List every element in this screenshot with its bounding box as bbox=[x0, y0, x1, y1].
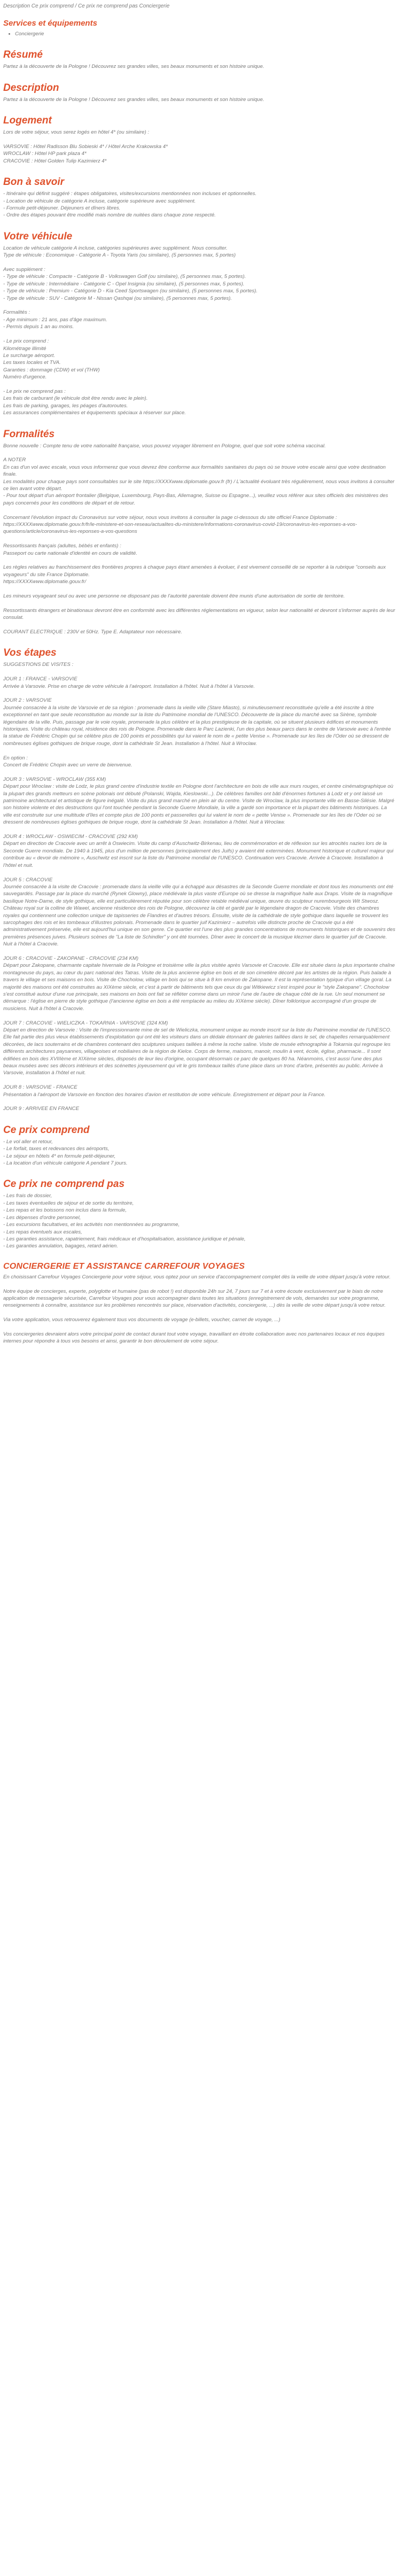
paragraph: En choisissant Carrefour Voyages Conciergerie pour votre séjour, vous optez pour un service d'accompagnement complet dès la veille de votre départ jusqu'à votre retour. bbox=[3, 1274, 391, 1280]
itinerary-day bbox=[3, 876, 395, 948]
itinerary-day-title: JOUR 3 : VARSOVIE - WROCLAW (355 KM) bbox=[3, 776, 106, 782]
resume-title: Résumé bbox=[3, 49, 43, 61]
text-line: Les frais de carburant (le véhicule doit être rendu avec le plein). bbox=[3, 395, 148, 402]
text-line: - Location de véhicule de catégorie A incluse, catégorie supérieure avec supplément. bbox=[3, 198, 196, 204]
paragraph: Vos conciergeries devraient alors votre principal point de contact durant tout votre voyage, travaillant en étroite collaboration avec nos partenaires locaux et nos équipes internes pour répondre à tous vos besoins et ainsi, garantir le bon déroulement de votre séjour. bbox=[3, 1331, 385, 1345]
text-line: - Les dépenses d'ordre personnel, bbox=[3, 1214, 81, 1221]
itinerary-option-line: En option : bbox=[3, 755, 28, 761]
text-line: - Type de véhicule : Premium - Catégorie D - Kia Ceed Sportswagen (ou similaire), (5 personnes max, 5 portes). bbox=[3, 288, 258, 294]
text-line bbox=[3, 331, 395, 338]
text-line: Garanties : dommage (CDW) et vol (THW) bbox=[3, 367, 100, 373]
page bbox=[0, 3, 399, 1345]
itinerary-option-line: Concert de Frédéric Chopin avec un verre de bienvenue. bbox=[3, 762, 133, 769]
text-line: Numéro d'urgence. bbox=[3, 374, 47, 381]
itinerary-day-text: Arrivée à Varsovie. Prise en charge de votre véhicule à l'aéroport. Installation à l'hôtel. Nuit à l'hôtel à Varsovie. bbox=[3, 683, 255, 689]
itinerary-day bbox=[3, 1084, 395, 1098]
text-line: - Les garanties annulation, bagages, retard aérien. bbox=[3, 1243, 118, 1250]
formalites-title: Formalités bbox=[3, 428, 55, 440]
top-breadcrumb: Description Ce prix comprend / Ce prix ne comprend pas Conciergerie bbox=[3, 3, 170, 9]
itinerary-day-text: Départ en direction de Varsovie : Visite de l'impressionnante mine de sel de Wieliczka, monument unique au monde inscrit sur la liste du Patrimoine mondial de l'UNESCO. Elle fait partie des plus vieux établissements d'exploitation qui ont été les visiteurs dans un dédale étonnant de galeries taillées dans le sel, de chapelles remarquablement décorées, de lacs souterrains et de chambres contenant des sculptures uniques taillées à même la roche saline. Visite de musée ethnographie à Tokarnia qui regroupe les différents architectures paysannes, villageoises et nobiliaires de la région de Kielce. Corps de ferme, maisons, manoir, moulin à vent, école, église, pharmacie... Il sont édifiées en bois des XVIIIème et XIXème siècles, disposés de leur lieu d'origine, occupant désormais ce parc de quelques 80 ha. Néanmoins, c'est aussi l'une des plus beaux musées avec ses décors intérieurs et des scénettes joyeusement qui vit le gris tombeaux taillés d'une place dans un tronc d'arbre, présentés au public. Arrivée à Varsovie, installation à l'hôtel et nuit. bbox=[3, 1027, 392, 1076]
text-line: Kilométrage illimité bbox=[3, 345, 46, 352]
itinerary-day-title: JOUR 1 : FRANCE - VARSOVIE bbox=[3, 676, 77, 682]
text-line: - Le prix ne comprend pas : bbox=[3, 388, 66, 394]
vehicule-block bbox=[3, 245, 395, 417]
itinerary-day-title: JOUR 8 : VARSOVIE - FRANCE bbox=[3, 1084, 77, 1091]
paragraph: Les règles relatives au franchissement des frontières propres à chaque pays étant amenées à évoluer, il est vivement conseillé de se reporter à la rubrique "conseils aux voyageurs" du site France Diplomatie. https://XXXXwww.diplomatie.gouv.fr/ bbox=[3, 564, 386, 585]
description-text: Partez à la découverte de la Pologne ! Découvrez ses grandes villes, ses beaux monuments et son histoire unique. bbox=[3, 96, 264, 103]
bon-a-savoir-block bbox=[3, 190, 395, 219]
text-line: - Type de véhicule : Compacte - Catégorie B - Volkswagen Golf (ou similaire), (5 personnes max, 5 portes). bbox=[3, 274, 246, 280]
text-line: - Type de véhicule : SUV - Catégorie M - Nissan Qashqai (ou similaire), (5 personnes max, 5 portes). bbox=[3, 295, 232, 301]
text-line: - Formule petit-déjeuner. Déjeuners et dîners libres. bbox=[3, 205, 121, 212]
text-line: Lors de votre séjour, vous serez logés en hôtel 4* (ou similaire) : bbox=[3, 129, 150, 136]
text-line bbox=[3, 302, 395, 309]
text-line bbox=[3, 136, 395, 143]
paragraph: Les mineurs voyageant seul ou avec une personne ne disposant pas de l'autorité parentale doivent être munis d'une autorisation de sortie de territoire. bbox=[3, 593, 345, 599]
paragraph: Notre équipe de concierges, experte, polyglotte et humaine (pas de robot !) est disponible 24h sur 24, 7 jours sur 7 et à votre écoute exclusivement par le biais de notre application de messagerie sécurisée, Carrefour Voyages pour vous accompagner dans toutes les situations (enregistrement de vols, demandes sur votre programme, renseignements à connaître, assistance sur les problèmes rencontrés sur place, réservation d'activités, conciergerie, ...) dès la veille de votre départ jusqu'à votre retour. bbox=[3, 1288, 386, 1309]
text-line: VARSOVIE : Hôtel Radisson Blu Sobieski 4* / Hôtel Arche Krakowska 4* bbox=[3, 144, 168, 150]
paragraph: Bonne nouvelle : Compte tenu de votre nationalité française, vous pouvez voyager librement en Pologne, quel que soit votre schéma vaccinal. bbox=[3, 443, 326, 449]
text-line: - La location d'un véhicule catégorie A pendant 7 jours. bbox=[3, 1160, 128, 1167]
text-line: - Le forfait, taxes et redevances des aéroports, bbox=[3, 1146, 110, 1152]
services-item: • Conciergerie bbox=[15, 30, 395, 37]
itinerary-day bbox=[3, 955, 395, 1012]
itinerary-day-title: JOUR 2 : VARSOVIE bbox=[3, 697, 52, 704]
paragraph: Ressortissants français (adultes, bébés et enfants) : Passeport ou carte nationale d'identité en cours de validité. bbox=[3, 543, 137, 556]
itinerary-day bbox=[3, 776, 395, 826]
comprend-block bbox=[3, 1138, 395, 1167]
resume-text: Partez à la découverte de la Pologne ! Découvrez ses grandes villes, ses beaux monuments et son histoire unique. bbox=[3, 64, 264, 70]
itinerary-day-title: JOUR 7 : CRACOVIE - WIELICZKA - TOKARNIA - VARSOVIE (324 KM) bbox=[3, 1020, 168, 1026]
itinerary-day-text: Présentation à l'aéroport de Varsovie en fonction des horaires d'avion et restitution de votre véhicule. Enregistrement et départ pour la France. bbox=[3, 1091, 326, 1098]
text-line: - Les frais de dossier, bbox=[3, 1193, 52, 1199]
comprend-title: Ce prix comprend bbox=[3, 1124, 90, 1136]
text-line: - Type de véhicule : Intermédiaire - Catégorie C - Opel Insignia (ou similaire), (5 personnes max, 5 portes). bbox=[3, 281, 245, 287]
text-line: Le surcharge aéroport. bbox=[3, 352, 56, 359]
itinerary-day-title: JOUR 5 : CRACOVIE bbox=[3, 876, 53, 883]
paragraph: COURANT ELECTRIQUE : 230V et 50Hz. Type E. Adaptateur non nécessaire. bbox=[3, 629, 182, 635]
text-line: - Itinéraire qui définit suggéré : étapes obligatoires, visites/excursions mentionnées non incluses et optionnelles. bbox=[3, 191, 257, 197]
itinerary-option bbox=[3, 755, 395, 769]
paragraph: Via votre application, vous retrouverez également tous vos documents de voyage (e-billets, voucher, carnet de voyage, ...) bbox=[3, 1317, 281, 1323]
description-title: Description bbox=[3, 82, 59, 94]
vehicule-title: Votre véhicule bbox=[3, 230, 73, 242]
logement-title: Logement bbox=[3, 115, 52, 127]
text-line: CRACOVIE : Hôtel Golden Tulip Kazimierz 4* bbox=[3, 158, 107, 164]
text-line: - Le prix comprend : bbox=[3, 338, 49, 345]
itinerary-day-title: JOUR 4 : WROCLAW - OSWIECIM - CRACOVIE (292 KM) bbox=[3, 834, 138, 840]
text-line: Les taxes locales et TVA. bbox=[3, 360, 61, 366]
itinerary-day-text: Journée consacrée à la visite de Varsovie et de sa région : promenade dans la vieille ville (Stare Miasto), si minutieusement reconstituée qu'elle a été inscrite à titre exceptionnel en tant que seule reconstitution au monde sur la liste du Patrimoine mondial de l'UNESCO. Découverte de la place du marché avec sa Sirène, symbole légendaire de la ville. Puis, passage par le voie royale, promenade la plus célèbre et la plus prestigieuse de la capitale, où se situent plusieurs édifices et monuments historiques. Visite du château royal, résidence des rois de Pologne. Promenade dans le Parc Lazienki, l'un des plus beaux parcs dans le centre de Varsovie avec à l'entrée la statue de Frédéric Chopin qui se célèbre plus de 100 points et possibilités qui lui vaient le nom de « petite Venise ». Promenade sur les îles de l'Oder où se dressent de nombreuses églises gothiques de brique rouge, dont la cathédrale St Jean. Installation à l'hôtel. Nuit à Wroclaw. bbox=[3, 704, 391, 747]
text-line: - Permis depuis 1 an au moins. bbox=[3, 324, 74, 330]
itinerary-day-title: JOUR 9 : ARRIVEE EN FRANCE bbox=[3, 1106, 79, 1112]
ne-comprend-title: Ce prix ne comprend pas bbox=[3, 1178, 125, 1190]
etapes-title: Vos étapes bbox=[3, 647, 57, 659]
conciergerie-title: CONCIERGERIE ET ASSISTANCE CARREFOUR VOYAGES bbox=[3, 1261, 245, 1271]
text-line: - Le séjour en hôtels 4* en formule petit-déjeuner, bbox=[3, 1153, 116, 1159]
paragraph: A NOTER En cas d'un vol avec escale, vous vous informerez que vous devrez être conforme aux formalités sanitaires du pays où se trouve votre escale ainsi que votre destination finale. Les modalités pour chaque pays sont consultables sur le site https://XXXXwww.diplomatie.gouv.fr (fr) / L'actualité évoluant très régulièrement, nous vous invitons à consulter ce lien avant votre départ. - Pour tout départ d'un aéroport frontalier (Belgique, Luxembourg, Pays-Bas, Allemagne, Suisse ou Espagne...), veuillez vous référer aux sites officiels des ministères des pays concernés pour les conditions de départ et de retour. bbox=[3, 457, 395, 506]
itinerary-day-text: Départ pour Zakopane, charmante capitale hivernale de la Pologne et troisième ville la plus visitée après Varsovie et Cracovie. Elle est située dans la plus importante chaîne montagneuse du pays, au cœur du parc national des Tatras. Visite de la plus ancienne église en bois et de son cimetière décoré par les artistes de la région. Puis balade à travers le village et ses maisons en bois. Visite de Chocholow, village en bois qui se situe à 8 km environ de Zakopane. Il est la représentation typique d'un village goral. La majorité des maisons ont été construites au XIXème siècle, et c'est à partir de bâtiments tels que ceux du gai Witkiewicz s'est inspiré pour le "style Zakopane". Chocholow s'est constitué autour d'une rue principale, ses maisons en bois ont fait se réfléter comme dans un miroir l'une de l'autre de chaque côté de la rue. Un seul monument se démarque : l'église en pierre de style gothique (l'ancienne église en bois a été remplacée au milieu du XIXème siècle). Dîner folklorique accompagné d'un groupe de musiciens. Nuit à l'hôtel à Cracovie. bbox=[3, 963, 395, 1012]
text-line: WROCLAW : Hôtel HP park plaza 4* bbox=[3, 151, 87, 157]
text-line: - Les repas et les boissons non inclus dans la formule, bbox=[3, 1207, 127, 1214]
itinerary-day bbox=[3, 697, 395, 747]
paragraph: Concernant l'évolution impact du Coronavirus sur votre séjour, nous vous invitons à consulter la page ci-dessous du site officiel France Diplomatie : https://XXXXwww.diplomatie.gouv.fr/fr/le-ministere-et-son-reseau/actualites-du-ministere/informations-coronavirus-covid-19/coronavirus-les-reponses-a-vos-questions/article/coronavirus-les-reponses-a-vos-questions bbox=[3, 514, 357, 535]
text-line bbox=[3, 259, 395, 266]
text-line: - Les excursions facultatives, et les activités non mentionnées au programme, bbox=[3, 1222, 180, 1228]
text-line: Avec supplément : bbox=[3, 267, 45, 273]
itinerary-day bbox=[3, 1020, 395, 1077]
text-line bbox=[3, 381, 395, 388]
text-line: - Age minimum : 21 ans, pas d'âge maximum. bbox=[3, 316, 107, 323]
formalites-block bbox=[3, 443, 395, 636]
paragraph: Ressortissants étrangers et binationaux devront être en conformité avec les différentes réglementations en vigueur, selon leur nationalité et devront s'informer auprès de leur consulat. bbox=[3, 607, 395, 621]
itinerary-day bbox=[3, 1105, 395, 1112]
ne-comprend-block bbox=[3, 1192, 395, 1250]
etapes-block bbox=[3, 661, 395, 1112]
text-line: Type de véhicule : Economique - Catégorie A - Toyota Yaris (ou similaire), (5 personnes max, 5 portes) bbox=[3, 252, 236, 259]
itinerary-day-title: JOUR 6 : CRACOVIE - ZAKOPANE - CRACOVIE (234 KM) bbox=[3, 955, 139, 961]
conciergerie-block bbox=[3, 1274, 395, 1345]
services-title: Services et équipements bbox=[3, 19, 97, 28]
bon-a-savoir-title: Bon à savoir bbox=[3, 176, 65, 188]
itinerary-day-text: Départ en direction de Cracovie avec un arrêt à Oswiecim. Visite du camp d'Auschwitz-Birkenau, lieu de commémoration et de réflexion sur les atrocités nazies lors de la Seconde Guerre mondiale. De 1940 à 1945, plus d'un million de personnes (principalement des Juifs) y avaient été exterminées. Monument historique et culturel majeur qui contribue au « devoir de mémoire », Auschwitz est inscrit sur la liste du Patrimoine mondial de l'UNESCO. Continuation vers Cracovie. Arrivée à Cracovie. Installation à l'hôtel et nuit. bbox=[3, 841, 394, 868]
text-line: Location de véhicule catégorie A incluse, catégories supérieures avec supplément. Nous consulter. bbox=[3, 245, 228, 251]
itinerary-day-text: Journée consacrée à la visite de Cracovie : promenade dans la vieille ville qui a échappé aux désastres de la Seconde Guerre mondiale et dont tous les monuments ont été sauvegardés. Passage par la place du marché (Rynek Glowny), place médiévale la plus vaste d'Europe où se dresse la magnifique halle aux Draps. Visite de la magnifique basilique Notre-Dame, de style gothique, elle est particulièrement réputée pour son célèbre retable médiéval unique, œuvre du sculpteur nurembourgeois Wit Stwosz. Château royal sur la colline de Wawel, ancienne résidence des rois de Pologne, découvrez la cité et gardé par le légendaire dragon de Cracovie. Visite des chambres royales qui contiennent une collection unique de tapisseries de Flandres et d'autres trésors. Ensuite, visite de la cathédrale de style gothique dans laquelle se trouvent les sarcophages des rois et les tombeaux d'illustres polonais. Promenade dans le quartier juif Kazimierz – autrefois ville distincte proche de Cracovie qui a été administrativement préservée, elle est aujourd'hui unique en son genre. Ce quartier est l'une des plus grandes concentrations de monuments historiques et de souvenirs des premières présences juives. Plusieurs scènes de "La liste de Schindler" y ont été tournées. Dîner avec le concert de la musique klezmer dans le quartier juif de Cracovie. Nuit à l'hôtel à Cracovie. bbox=[3, 883, 395, 948]
text-line: - Le vol aller et retour, bbox=[3, 1138, 53, 1145]
text-line: Les assurances complémentaires et équipements spéciaux à réserver sur place. bbox=[3, 410, 186, 416]
itinerary-day bbox=[3, 676, 395, 690]
text-line: Formalités : bbox=[3, 309, 30, 316]
itinerary-day bbox=[3, 833, 395, 869]
text-line: - Les taxes éventuelles de séjour et de sortie du territoire, bbox=[3, 1200, 134, 1206]
itinerary-day-text: Départ pour Wroclaw : visite de Lodz, le plus grand centre d'industrie textile en Pologne dont l'architecture en bois de ville aux murs rouges, et centre cinématographique où la plupart des grands metteurs en scène polonais ont débuté (Polanski, Wajda, Kieslowski...). De célèbres familles ont bâti d'énormes fortunes à Lodz et y ont laissé un patrimoine architectural et artistique de figure inégalé. Visite du plus grand marché en plein air du centre. Visite de Wroclaw, la plus importante ville en Basse-Silésie. Malgré son histoire violente et des destructions qui l'ont touchée pendant la Seconde Guerre Mondiale, la ville a gardé son importance et la plupart des bâtiments historiques. La ville est construite sur une multitude d'îles et compte plus de 100 ponts et passerelles qui lui valent le nom de « petite Venise ». Promenade sur les îles de l'Oder où se dressent de nombreuses églises gothiques de brique rouge, dont la cathédrale St Jean. Installation à l'hôtel. Nuit à Wroclaw. bbox=[3, 783, 394, 826]
text-line: - Ordre des étapes pouvant être modifié mais nombre de nuitées dans chaque zone respecté. bbox=[3, 212, 216, 219]
logement-block bbox=[3, 129, 395, 165]
services-list bbox=[15, 30, 395, 37]
text-line: - Les garanties assistance, rapatriement, frais médicaux et d'hospitalisation, assistance juridique et pénale, bbox=[3, 1236, 246, 1242]
text-line: - Les repas éventuels aux escales, bbox=[3, 1229, 82, 1235]
etapes-intro: SUGGESTIONS DE VISITES : bbox=[3, 662, 74, 668]
text-line: Les frais de parking, garages, les péages d'autoroutes. bbox=[3, 402, 128, 409]
